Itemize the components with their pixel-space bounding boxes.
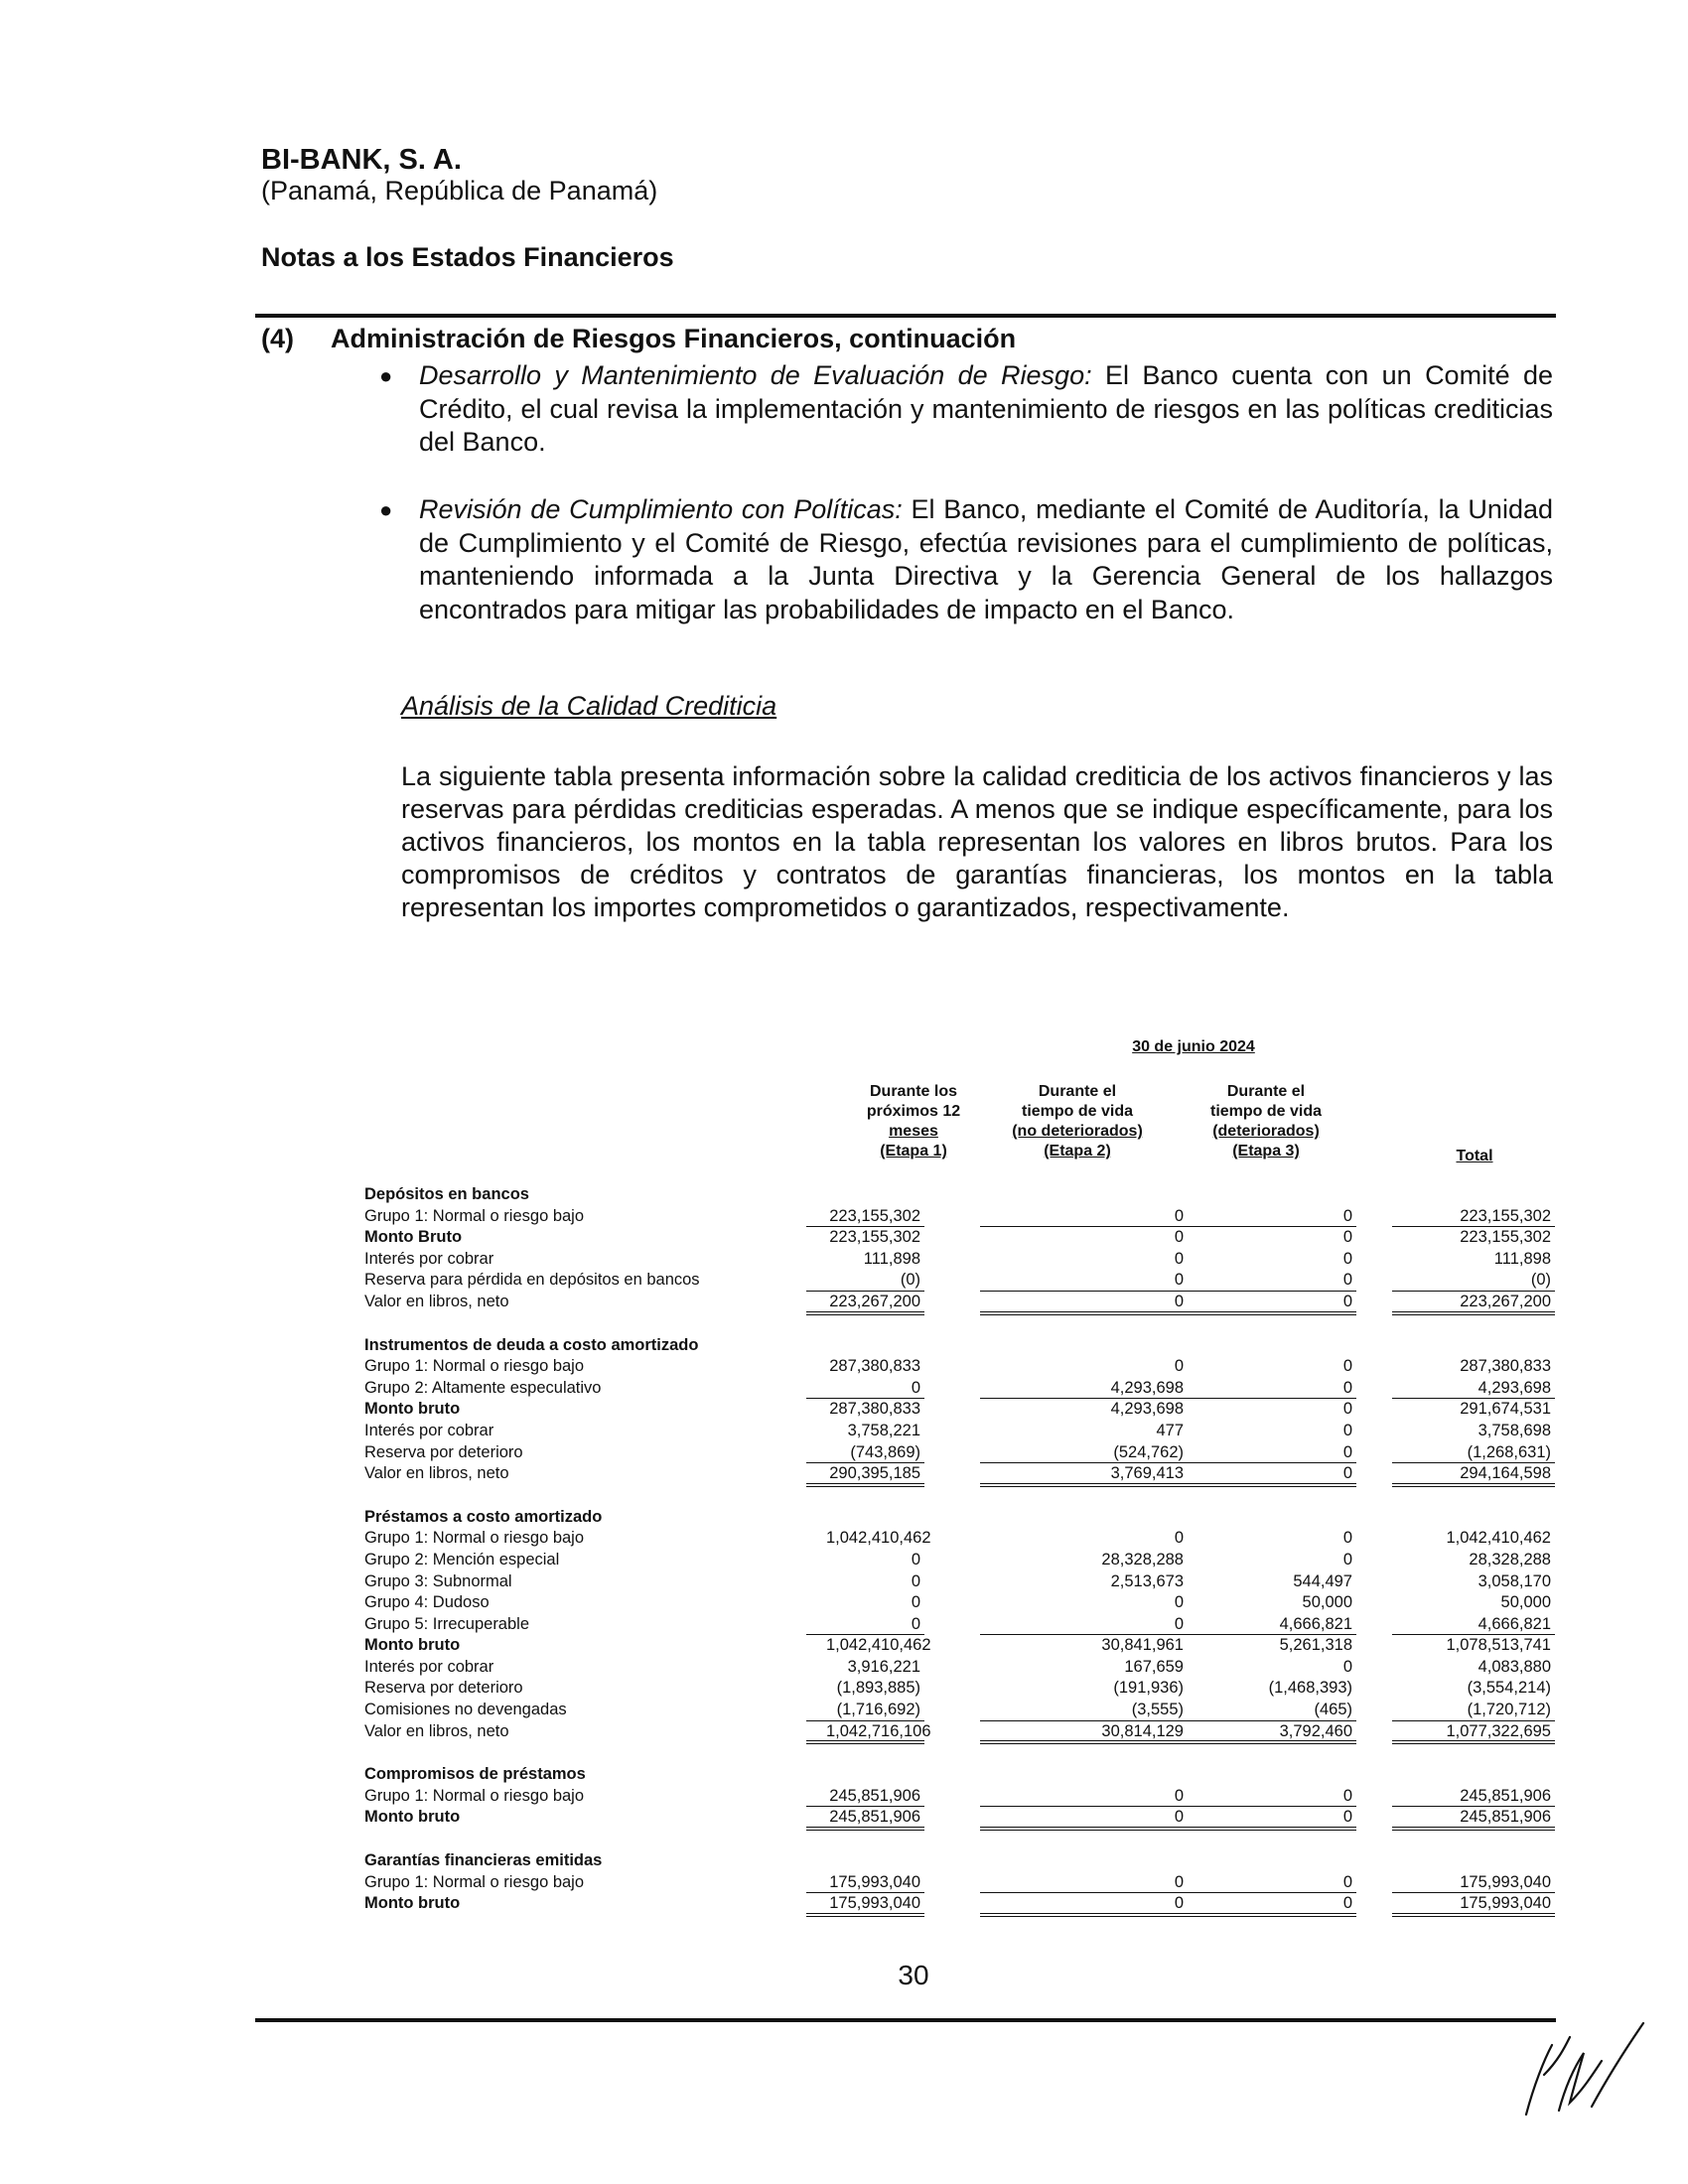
cell-stage-3: 0	[1342, 1249, 1352, 1268]
top-rule	[255, 314, 1556, 318]
row-label: Grupo 1: Normal o riesgo bajo	[364, 1529, 585, 1548]
row-label: Reserva para pérdida en depósitos en bancos	[364, 1271, 700, 1290]
intro-paragraph: La siguiente tabla presenta información sobre la calidad crediticia de los activos financieros y las reservas para pérdidas crediticias esperadas. A menos que se indique específicamente, para los activos financieros, los montos en la tabla representan los valores en libros brutos. Para los compromisos de créditos y contratos de garantías financieras, los montos en la tabla representan los importes comprometidos o garantizados, respectivamente.	[401, 761, 1553, 922]
table-row	[364, 1378, 1556, 1400]
cell-stage-3: 0	[1203, 1442, 1352, 1464]
table-section-title	[364, 1764, 1556, 1786]
section-title-label: Instrumentos de deuda a costo amortizado	[364, 1335, 699, 1354]
cell-stage-3: 0	[1203, 1270, 1352, 1292]
table-row	[364, 1571, 1556, 1593]
bullet-risk-evaluation	[379, 359, 1553, 460]
table-period: 30 de junio 2024	[1132, 1038, 1255, 1055]
cell-stage-2: 167,659	[1124, 1657, 1184, 1676]
cell-stage-3: 0	[1203, 1893, 1352, 1915]
col-header-line: (no deteriorados)	[1012, 1123, 1143, 1140]
cell-stage-1: 1,042,410,462	[826, 1636, 931, 1655]
col-header-line: Durante el	[1038, 1083, 1117, 1100]
cell-stage-3: 0	[1203, 1807, 1352, 1829]
column-header-total: Total	[1456, 1148, 1493, 1164]
cell-stage-2: 0	[1174, 1593, 1184, 1612]
cell-stage-2: (3,555)	[1005, 1700, 1184, 1721]
cell-stage-1: 223,267,200	[826, 1292, 920, 1313]
table-row	[364, 1528, 1556, 1550]
cell-stage-2: 0	[1005, 1270, 1184, 1292]
cell-stage-3: 0	[1342, 1529, 1352, 1548]
cell-stage-1: 0	[911, 1593, 920, 1612]
cell-stage-3: 3,792,460	[1203, 1721, 1352, 1743]
section-gap	[364, 1742, 1556, 1764]
row-label: Grupo 4: Dudoso	[364, 1593, 490, 1612]
row-label: Reserva por deterioro	[364, 1442, 523, 1461]
row-label: Grupo 2: Altamente especulativo	[364, 1378, 602, 1397]
col-header-line: próximos 12	[866, 1103, 961, 1120]
table-row	[364, 1399, 1556, 1421]
cell-stage-3: (465)	[1203, 1700, 1352, 1721]
col-header-line: tiempo de vida	[1021, 1103, 1134, 1120]
cell-stage-1: (1,893,885)	[836, 1679, 920, 1698]
cell-stage-1: 1,042,716,106	[826, 1721, 920, 1743]
cell-stage-total: 1,078,513,741	[1446, 1636, 1551, 1655]
cell-stage-3: 0	[1203, 1378, 1352, 1400]
bullet-lead: Revisión de Cumplimiento con Políticas:	[419, 494, 903, 524]
cell-stage-total: (3,554,214)	[1467, 1679, 1551, 1698]
cell-stage-total: 4,666,821	[1397, 1614, 1551, 1636]
row-label: Monto bruto	[364, 1636, 461, 1655]
cell-stage-3: 0	[1342, 1657, 1352, 1676]
section-title-label: Garantías financieras emitidas	[364, 1851, 603, 1870]
cell-stage-3: 0	[1203, 1463, 1352, 1485]
cell-stage-3: 50,000	[1302, 1593, 1352, 1612]
row-label: Grupo 1: Normal o riesgo bajo	[364, 1786, 585, 1805]
cell-stage-3: 0	[1203, 1292, 1352, 1313]
cell-stage-2: 0	[1174, 1228, 1184, 1247]
cell-stage-total: 294,164,598	[1397, 1463, 1551, 1485]
section-gap	[364, 1313, 1556, 1335]
table-row	[364, 1721, 1556, 1743]
table-row	[364, 1893, 1556, 1915]
row-label: Grupo 2: Mención especial	[364, 1550, 560, 1569]
table-section-title	[364, 1507, 1556, 1529]
table-row	[364, 1678, 1556, 1700]
cell-stage-3: 4,666,821	[1203, 1614, 1352, 1636]
cell-stage-3: 0	[1342, 1228, 1352, 1247]
bullet-dot: ●	[379, 497, 393, 522]
company-location: (Panamá, República de Panamá)	[261, 176, 658, 205]
credit-quality-table	[364, 1184, 1556, 1915]
col-header-line: Durante los	[869, 1083, 957, 1100]
cell-stage-1: 0	[911, 1550, 920, 1569]
cell-stage-2: 4,293,698	[1005, 1378, 1184, 1400]
row-label: Grupo 1: Normal o riesgo bajo	[364, 1206, 585, 1225]
cell-stage-2: 0	[1005, 1786, 1184, 1808]
row-label: Valor en libros, neto	[364, 1721, 509, 1740]
table-row	[364, 1421, 1556, 1442]
cell-stage-3: 0	[1342, 1400, 1352, 1419]
cell-stage-total: (1,268,631)	[1397, 1442, 1551, 1464]
cell-stage-2: 4,293,698	[1110, 1400, 1184, 1419]
table-row	[364, 1550, 1556, 1571]
column-header-stage-3	[1182, 1082, 1350, 1161]
section-gap	[364, 1829, 1556, 1850]
cell-stage-total: 4,293,698	[1397, 1378, 1551, 1400]
row-label: Valor en libros, neto	[364, 1464, 509, 1483]
table-row	[364, 1442, 1556, 1464]
cell-stage-2: 0	[1174, 1249, 1184, 1268]
cell-stage-1: 175,993,040	[826, 1893, 920, 1915]
cell-stage-1: 223,155,302	[826, 1206, 920, 1228]
cell-stage-total: 28,328,288	[1469, 1550, 1551, 1569]
row-label: Monto bruto	[364, 1894, 461, 1913]
cell-stage-total: 175,993,040	[1397, 1872, 1551, 1894]
cell-stage-1: 287,380,833	[829, 1400, 920, 1419]
row-label: Grupo 1: Normal o riesgo bajo	[364, 1872, 585, 1891]
bullet-text: El Banco cuenta con un Comité de Crédito, el cual revisa la implementación y mantenimiento de riesgos en las políticas crediticias del Banco.	[419, 360, 1553, 457]
cell-stage-2: 0	[1005, 1807, 1184, 1829]
cell-stage-3: 544,497	[1293, 1571, 1352, 1590]
col-header-line: (deteriorados)	[1212, 1123, 1320, 1140]
cell-stage-1: (1,716,692)	[826, 1700, 920, 1721]
table-section-title	[364, 1184, 1556, 1206]
row-label: Monto bruto	[364, 1808, 461, 1827]
cell-stage-total: 4,083,880	[1477, 1657, 1551, 1676]
cell-stage-1: 290,395,185	[826, 1463, 920, 1485]
cell-stage-2: 0	[1005, 1893, 1184, 1915]
row-label: Reserva por deterioro	[364, 1679, 523, 1698]
table-row	[364, 1700, 1556, 1721]
cell-stage-total: 1,042,410,462	[1446, 1529, 1551, 1548]
cell-stage-1: 0	[826, 1614, 920, 1636]
cell-stage-total: 245,851,906	[1397, 1807, 1551, 1829]
cell-stage-total: 3,758,698	[1477, 1421, 1551, 1439]
table-row	[364, 1292, 1556, 1313]
cell-stage-total: 223,155,302	[1460, 1228, 1551, 1247]
table-row	[364, 1249, 1556, 1271]
table-row	[364, 1356, 1556, 1378]
cell-stage-1: 3,916,221	[847, 1657, 920, 1676]
cell-stage-2: 0	[1005, 1292, 1184, 1313]
table-section-title	[364, 1850, 1556, 1872]
cell-stage-1: 3,758,221	[847, 1421, 920, 1439]
table-row	[364, 1592, 1556, 1614]
credit-quality-subheading: Análisis de la Calidad Crediticia	[401, 691, 777, 721]
cell-stage-1: 245,851,906	[826, 1786, 920, 1808]
row-label: Grupo 3: Subnormal	[364, 1571, 512, 1590]
cell-stage-2: 477	[1156, 1421, 1184, 1439]
cell-stage-total: 291,674,531	[1460, 1400, 1551, 1419]
bullet-lead: Desarrollo y Mantenimiento de Evaluación de Riesgo:	[419, 360, 1092, 390]
cell-stage-3: 0	[1203, 1786, 1352, 1808]
bullet-dot: ●	[379, 363, 393, 388]
cell-stage-1: 0	[911, 1571, 920, 1590]
table-row	[364, 1614, 1556, 1636]
cell-stage-2: 0	[1174, 1357, 1184, 1376]
table-row	[364, 1227, 1556, 1249]
section-number: (4)	[261, 324, 294, 353]
cell-stage-total: 245,851,906	[1397, 1786, 1551, 1808]
col-header-line: Durante el	[1226, 1083, 1306, 1100]
section-title-label: Préstamos a costo amortizado	[364, 1507, 603, 1526]
bullet-paragraph	[419, 493, 1553, 626]
row-label: Interés por cobrar	[364, 1657, 494, 1676]
cell-stage-3: 0	[1203, 1872, 1352, 1894]
cell-stage-2: 30,814,129	[1005, 1721, 1184, 1743]
cell-stage-total: (1,720,712)	[1397, 1700, 1551, 1721]
section-title-label: Depósitos en bancos	[364, 1185, 529, 1203]
cell-stage-3: 0	[1342, 1421, 1352, 1439]
col-header-line: meses	[889, 1123, 938, 1140]
cell-stage-1: 0	[826, 1378, 920, 1400]
cell-stage-2: 0	[1174, 1529, 1184, 1548]
table-row	[364, 1463, 1556, 1485]
cell-stage-3: 0	[1342, 1357, 1352, 1376]
bottom-rule	[255, 2018, 1556, 2022]
row-label: Comisiones no devengadas	[364, 1701, 567, 1719]
cell-stage-2: 30,841,961	[1101, 1636, 1184, 1655]
cell-stage-total: 223,267,200	[1397, 1292, 1551, 1313]
bullet-compliance-review	[379, 493, 1553, 626]
table-row	[364, 1635, 1556, 1657]
cell-stage-1: (743,869)	[826, 1442, 920, 1464]
cell-stage-total: 175,993,040	[1397, 1893, 1551, 1915]
col-header-line: tiempo de vida	[1209, 1103, 1323, 1120]
row-label: Interés por cobrar	[364, 1249, 494, 1268]
bullet-text: El Banco, mediante el Comité de Auditoría, la Unidad de Cumplimiento y el Comité de Riesgo, efectúa revisiones para el cumplimiento de políticas, manteniendo informada a la Junta Directiva y la Gerencia General de los hallazgos encontrados para mitigar las probabilidades de impacto en el Banco.	[419, 494, 1553, 624]
table-row	[364, 1872, 1556, 1894]
table-row	[364, 1807, 1556, 1829]
cell-stage-2: 28,328,288	[1101, 1550, 1184, 1569]
table-section-title	[364, 1335, 1556, 1357]
cell-stage-total: 287,380,833	[1460, 1357, 1551, 1376]
col-header-line: (Etapa 2)	[1044, 1143, 1111, 1160]
cell-stage-2: 0	[1005, 1872, 1184, 1894]
row-label: Monto bruto	[364, 1400, 461, 1419]
cell-stage-2: (524,762)	[1005, 1442, 1184, 1464]
cell-stage-1: 111,898	[863, 1249, 920, 1268]
col-header-line: (Etapa 1)	[880, 1143, 947, 1160]
cell-stage-total: 1,077,322,695	[1397, 1721, 1551, 1743]
cell-stage-1: 287,380,833	[829, 1357, 920, 1376]
row-label: Grupo 5: Irrecuperable	[364, 1614, 530, 1633]
cell-stage-2: 0	[1005, 1614, 1184, 1636]
table-row	[364, 1270, 1556, 1292]
cell-stage-1: (0)	[826, 1270, 920, 1292]
row-label: Monto Bruto	[364, 1228, 463, 1247]
signature-initials	[1504, 2015, 1653, 2124]
bullet-paragraph	[419, 359, 1553, 460]
cell-stage-2: 2,513,673	[1110, 1571, 1184, 1590]
cell-stage-3: (1,468,393)	[1268, 1679, 1352, 1698]
table-row	[364, 1657, 1556, 1679]
cell-stage-2: 0	[1005, 1206, 1184, 1228]
table-row	[364, 1786, 1556, 1808]
cell-stage-3: 0	[1342, 1550, 1352, 1569]
cell-stage-1: 223,155,302	[829, 1228, 920, 1247]
cell-stage-total: 111,898	[1493, 1249, 1551, 1268]
company-name: BI-BANK, S. A.	[261, 144, 462, 176]
page-number: 30	[898, 1960, 929, 1990]
column-header-stage-1	[829, 1082, 998, 1161]
cell-stage-2: (191,936)	[1113, 1679, 1184, 1698]
cell-stage-total: 223,155,302	[1397, 1206, 1551, 1228]
col-header-line: (Etapa 3)	[1232, 1143, 1300, 1160]
cell-stage-1: 1,042,410,462	[826, 1529, 931, 1548]
cell-stage-1: 175,993,040	[826, 1872, 920, 1894]
row-label: Interés por cobrar	[364, 1421, 494, 1439]
section-title: Administración de Riesgos Financieros, continuación	[331, 324, 1017, 353]
cell-stage-total: 50,000	[1500, 1593, 1551, 1612]
cell-stage-1: 245,851,906	[826, 1807, 920, 1829]
notes-title: Notas a los Estados Financieros	[261, 242, 674, 272]
cell-stage-3: 0	[1203, 1206, 1352, 1228]
section-gap	[364, 1485, 1556, 1507]
cell-stage-total: 3,058,170	[1477, 1571, 1551, 1590]
cell-stage-3: 5,261,318	[1279, 1636, 1352, 1655]
row-label: Valor en libros, neto	[364, 1292, 509, 1310]
table-row	[364, 1206, 1556, 1228]
cell-stage-2: 3,769,413	[1005, 1463, 1184, 1485]
cell-stage-total: (0)	[1397, 1270, 1551, 1292]
section-title-label: Compromisos de préstamos	[364, 1765, 586, 1784]
row-label: Grupo 1: Normal o riesgo bajo	[364, 1357, 585, 1376]
column-header-stage-2	[993, 1082, 1162, 1161]
